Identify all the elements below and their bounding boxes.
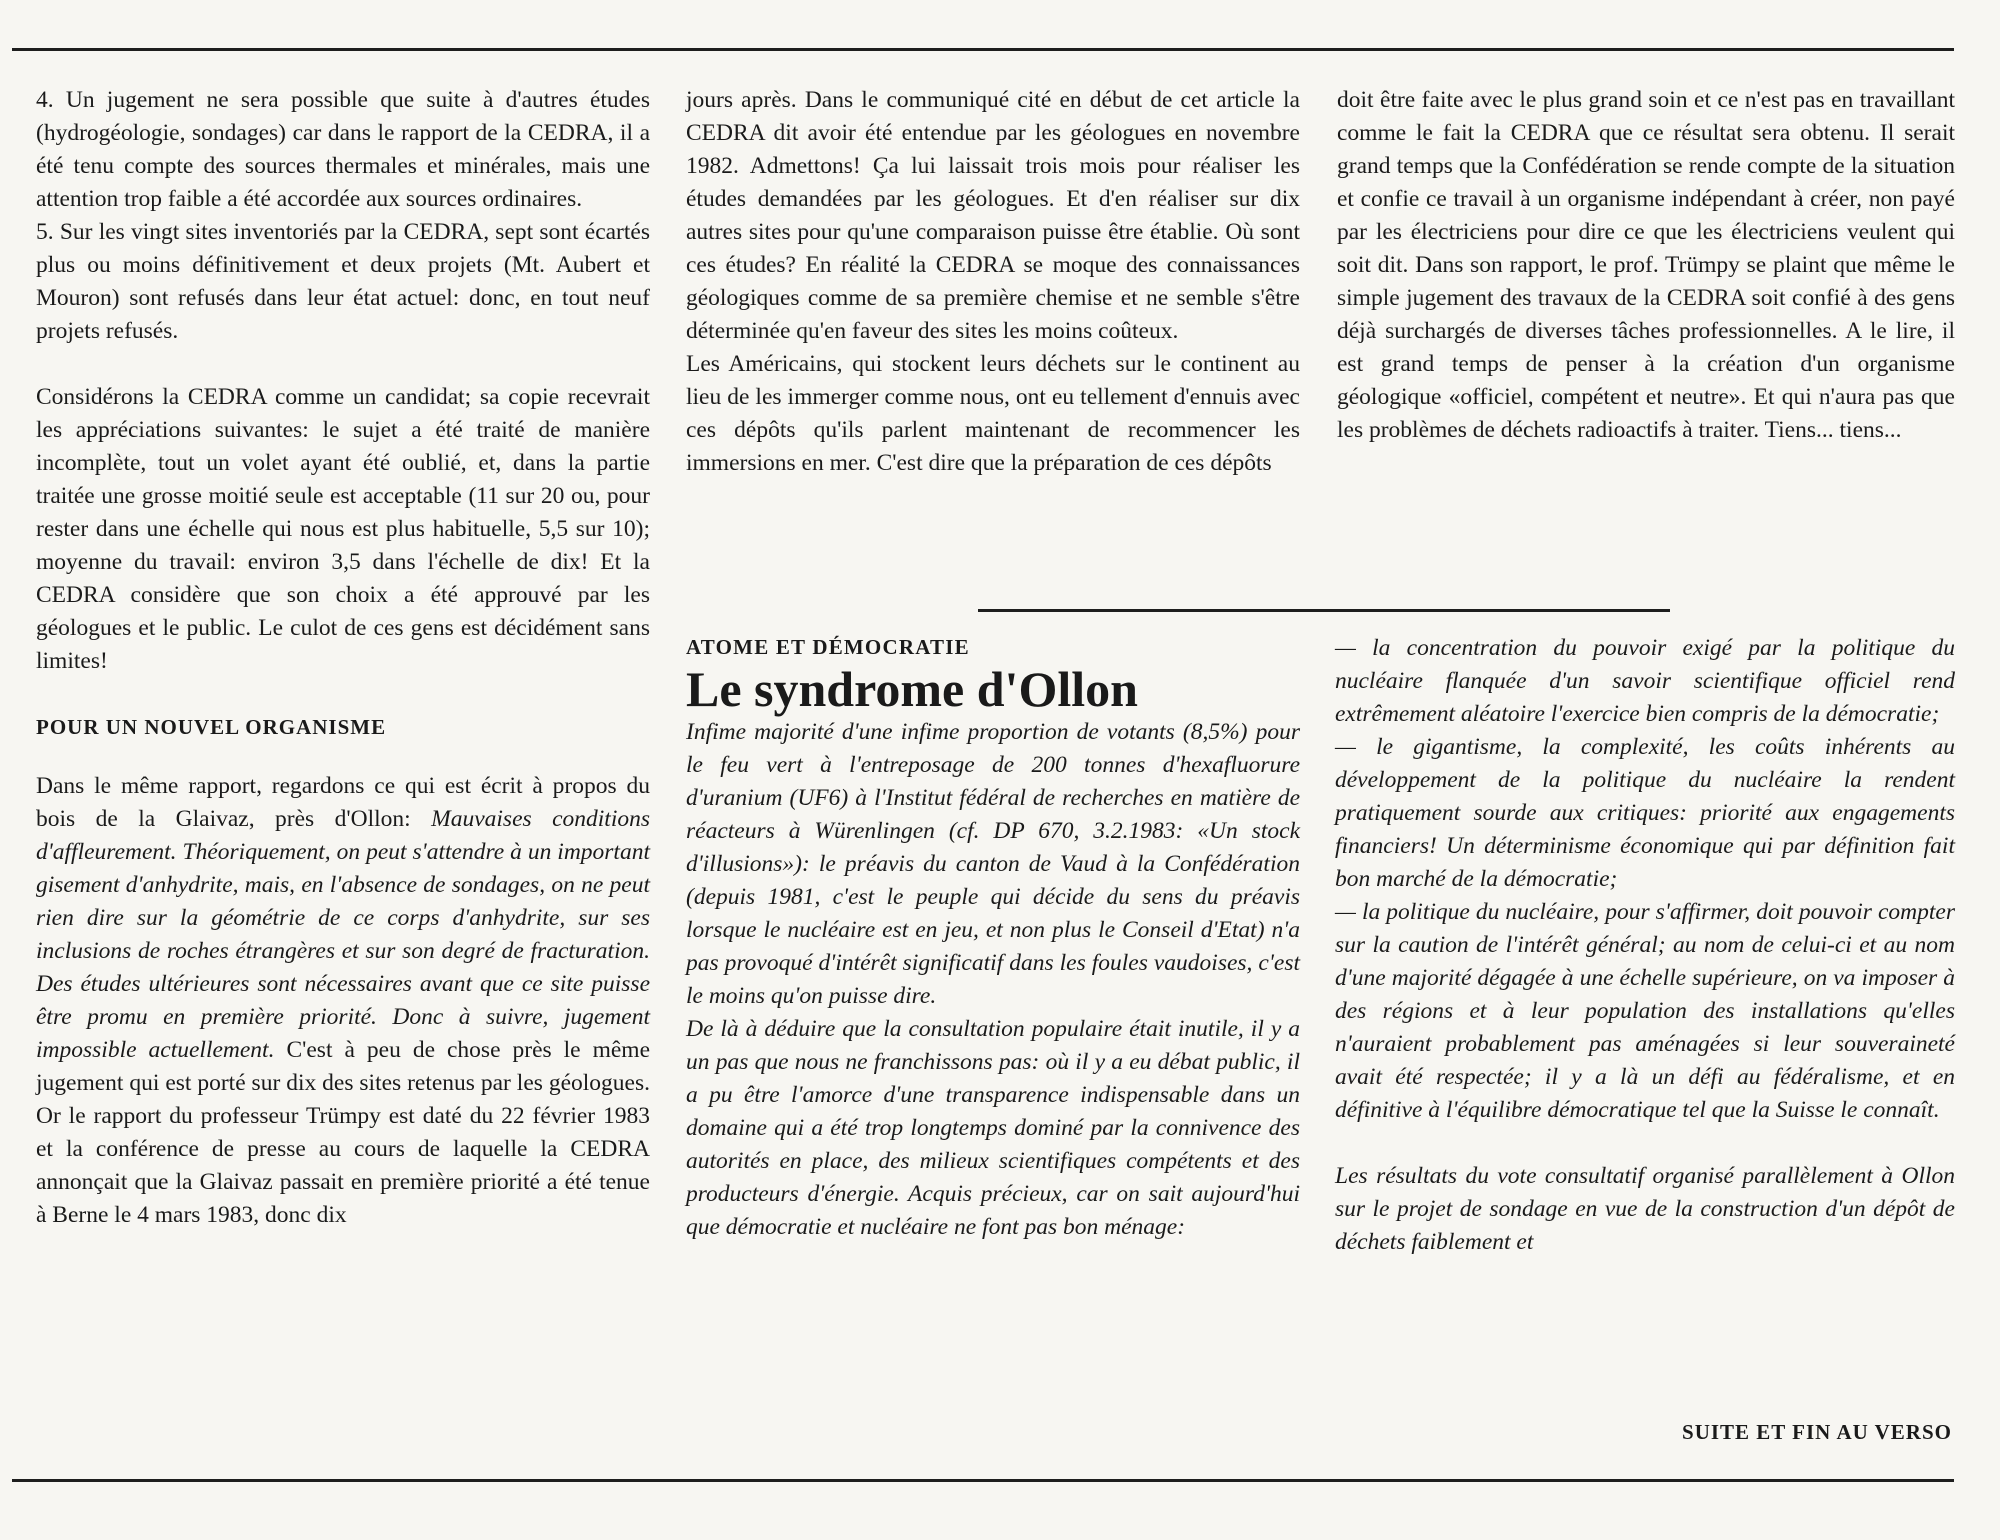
paragraph-candidate: Considérons la CEDRA comme un candidat; sa copie recevrait les appréciations suivantes: le sujet a été traité de manière incomplète, tout un volet ayant été oublié, et, dans la partie traitée une grosse moitié seule est acceptable (11 sur 20 ou, pour rester dans une échelle qui nous est plus habituelle, 5,5 sur 10); moyenne du travail: environ 3,5 dans l'échelle de dix! Et la CEDRA considère que son choix a été approuvé par les géologues et le public. Le culot de ces gens est décidément sans limites!	[36, 384, 650, 674]
paragraph-interet-general: — la politique du nucléaire, pour s'affirmer, doit pouvoir compter sur la caution de l'intérêt général; au nom de celui-ci et au nom d'une majorité dégagée à une échelle supérieure, on va imposer à des régions et à leur population des installations qu'elles n'auraient probablement pas aménagées si leur souveraineté avait été respectée; il y a là un défi au fédéralisme, et en définitive à l'équilibre démocratique tel que la Suisse le connaît.	[1335, 899, 1955, 1123]
column-1	[36, 84, 650, 1232]
paragraph-infime-majorite: Infime majorité d'une infime proportion de votants (8,5%) pour le feu vert à l'entreposage de 200 tonnes d'hexafluorure d'uranium (UF6) à l'Institut fédéral de recherches en matière de réacteurs à Würenlingen (cf. DP 670, 3.2.1983: «Un stock d'illusions»): le préavis du canton de Vaud à la Confédération (depuis 1981, c'est le peuple qui décide du sens du préavis lorsque le nucléaire est en jeu, et non plus le Conseil d'Etat) n'a pas provoqué d'intérêt significatif dans les foules vaudoises, c'est le moins qu'on puisse dire.	[686, 719, 1300, 1009]
continued-notice: SUITE ET FIN AU VERSO	[1682, 1420, 1952, 1444]
glaivaz-comment: C'est à peu de chose près le même jugement qui est porté sur dix des sites retenus par les géologues. Or le rapport du professeur Trümpy est daté du 22 février 1983 et la conférence de presse au cours de laquelle la CEDRA annonçait que la Glaivaz passait en première priorité a été tenue à Berne le 4 mars 1983, donc dix	[36, 1037, 651, 1228]
article-title: Le syndrome d'Ollon	[686, 661, 1138, 717]
paragraph-point-5: 5. Sur les vingt sites inventoriés par la CEDRA, sept sont écartés plus ou moins définitivement et deux projets (Mt. Aubert et Mouron) sont refusés dans leur état actuel: donc, en tout neuf projets refusés.	[36, 219, 650, 344]
article-2-column-2	[1335, 632, 1955, 1259]
paragraph-glaivaz	[36, 770, 650, 1232]
section-heading-nouvel-organisme: POUR UN NOUVEL ORGANISME	[36, 715, 387, 739]
paragraph-americains: Les Américains, qui stockent leurs déchets sur le continent au lieu de les immerger comme nous, ont eu tellement d'ennuis avec ces dépôts qu'ils parlent maintenant de recommencer les immersions en mer. C'est dire que la préparation de ces dépôts	[686, 351, 1300, 476]
glaivaz-quote: Mauvaises conditions d'affleurement. Théoriquement, on peut s'attendre à un important gisement d'anhydrite, mais, en l'absence de sondages, on ne peut rien dire sur la géométrie de ce corps d'anhydrite, sur ses inclusions de roches étrangères et sur son degré de fracturation. Des études ultérieures sont nécessaires avant que ce site puisse être promu en première priorité. Donc à suivre, jugement impossible actuellement.	[36, 806, 651, 1063]
column-2	[686, 84, 1300, 480]
bottom-rule	[12, 1479, 1954, 1482]
paragraph-point-4: 4. Un jugement ne sera possible que suite à d'autres études (hydrogéologie, sondages) car dans le rapport de la CEDRA, il a été tenu compte des sources thermales et minérales, mais une attention trop faible a été accordée aux sources ordinaires.	[36, 87, 650, 212]
column-3	[1337, 84, 1955, 447]
article-kicker: ATOME ET DÉMOCRATIE	[686, 635, 970, 659]
glaivaz-intro: Dans le même rapport, regardons ce qui est écrit à propos du bois de la Glaivaz, près d'Ollon:	[36, 773, 650, 832]
paragraph-gigantisme: — le gigantisme, la complexité, les coûts inhérents au développement de la politique du nucléaire la rendent pratiquement sourde aux critiques: priorité aux engagements financiers! Un déterminisme économique qui par définition fait bon marché de la démocratie;	[1335, 734, 1955, 892]
paragraph-concentration: — la concentration du pouvoir exigé par la politique du nucléaire flanquée d'un savoir scientifique officiel rend extrêmement aléatoire l'exercice bien compris de la démocratie;	[1335, 635, 1955, 727]
top-rule	[12, 48, 1954, 51]
article-separator-rule	[978, 609, 1670, 612]
article-2-column-1	[686, 632, 1300, 1244]
paragraph-resultats-ollon: Les résultats du vote consultatif organisé parallèlement à Ollon sur le projet de sondage en vue de la construction d'un dépôt de déchets faiblement et	[1335, 1163, 1955, 1255]
paragraph-organisme-independant: doit être faite avec le plus grand soin et ce n'est pas en travaillant comme le fait la CEDRA que ce résultat sera obtenu. Il serait grand temps que la Confédération se rende compte de la situation et confie ce travail à un organisme indépendant à créer, non payé par les électriciens pour dire ce que les électriciens veulent qui soit dit. Dans son rapport, le prof. Trümpy se plaint que même le simple jugement des travaux de la CEDRA soit confié à des gens déjà surchargés de diverses tâches professionnelles. A le lire, il est grand temps de penser à la création d'un organisme géologique «officiel, compétent et neutre». Et qui n'aura pas que les problèmes de déchets radioactifs à traiter. Tiens... tiens...	[1337, 87, 1955, 443]
paragraph-cedra-etudes: jours après. Dans le communiqué cité en début de cet article la CEDRA dit avoir été entendue par les géologues en novembre 1982. Admettons! Ça lui laissait trois mois pour réaliser les études demandées par les géologues. Et d'en réaliser sur dix autres sites pour qu'une comparaison puisse être établie. Où sont ces études? En réalité la CEDRA se moque des connaissances géologiques comme de sa première chemise et ne semble s'être déterminée qu'en faveur des sites les moins coûteux.	[686, 87, 1300, 344]
paragraph-consultation: De là à déduire que la consultation populaire était inutile, il y a un pas que nous ne franchissons pas: où il y a eu débat public, il a pu être l'amorce d'une transparence indispensable dans un domaine qui a été trop longtemps dominé par la connivence des autorités en place, des milieux scientifiques compétents et des producteurs d'énergie. Acquis précieux, car on sait aujourd'hui que démocratie et nucléaire ne font pas bon ménage:	[686, 1016, 1300, 1240]
